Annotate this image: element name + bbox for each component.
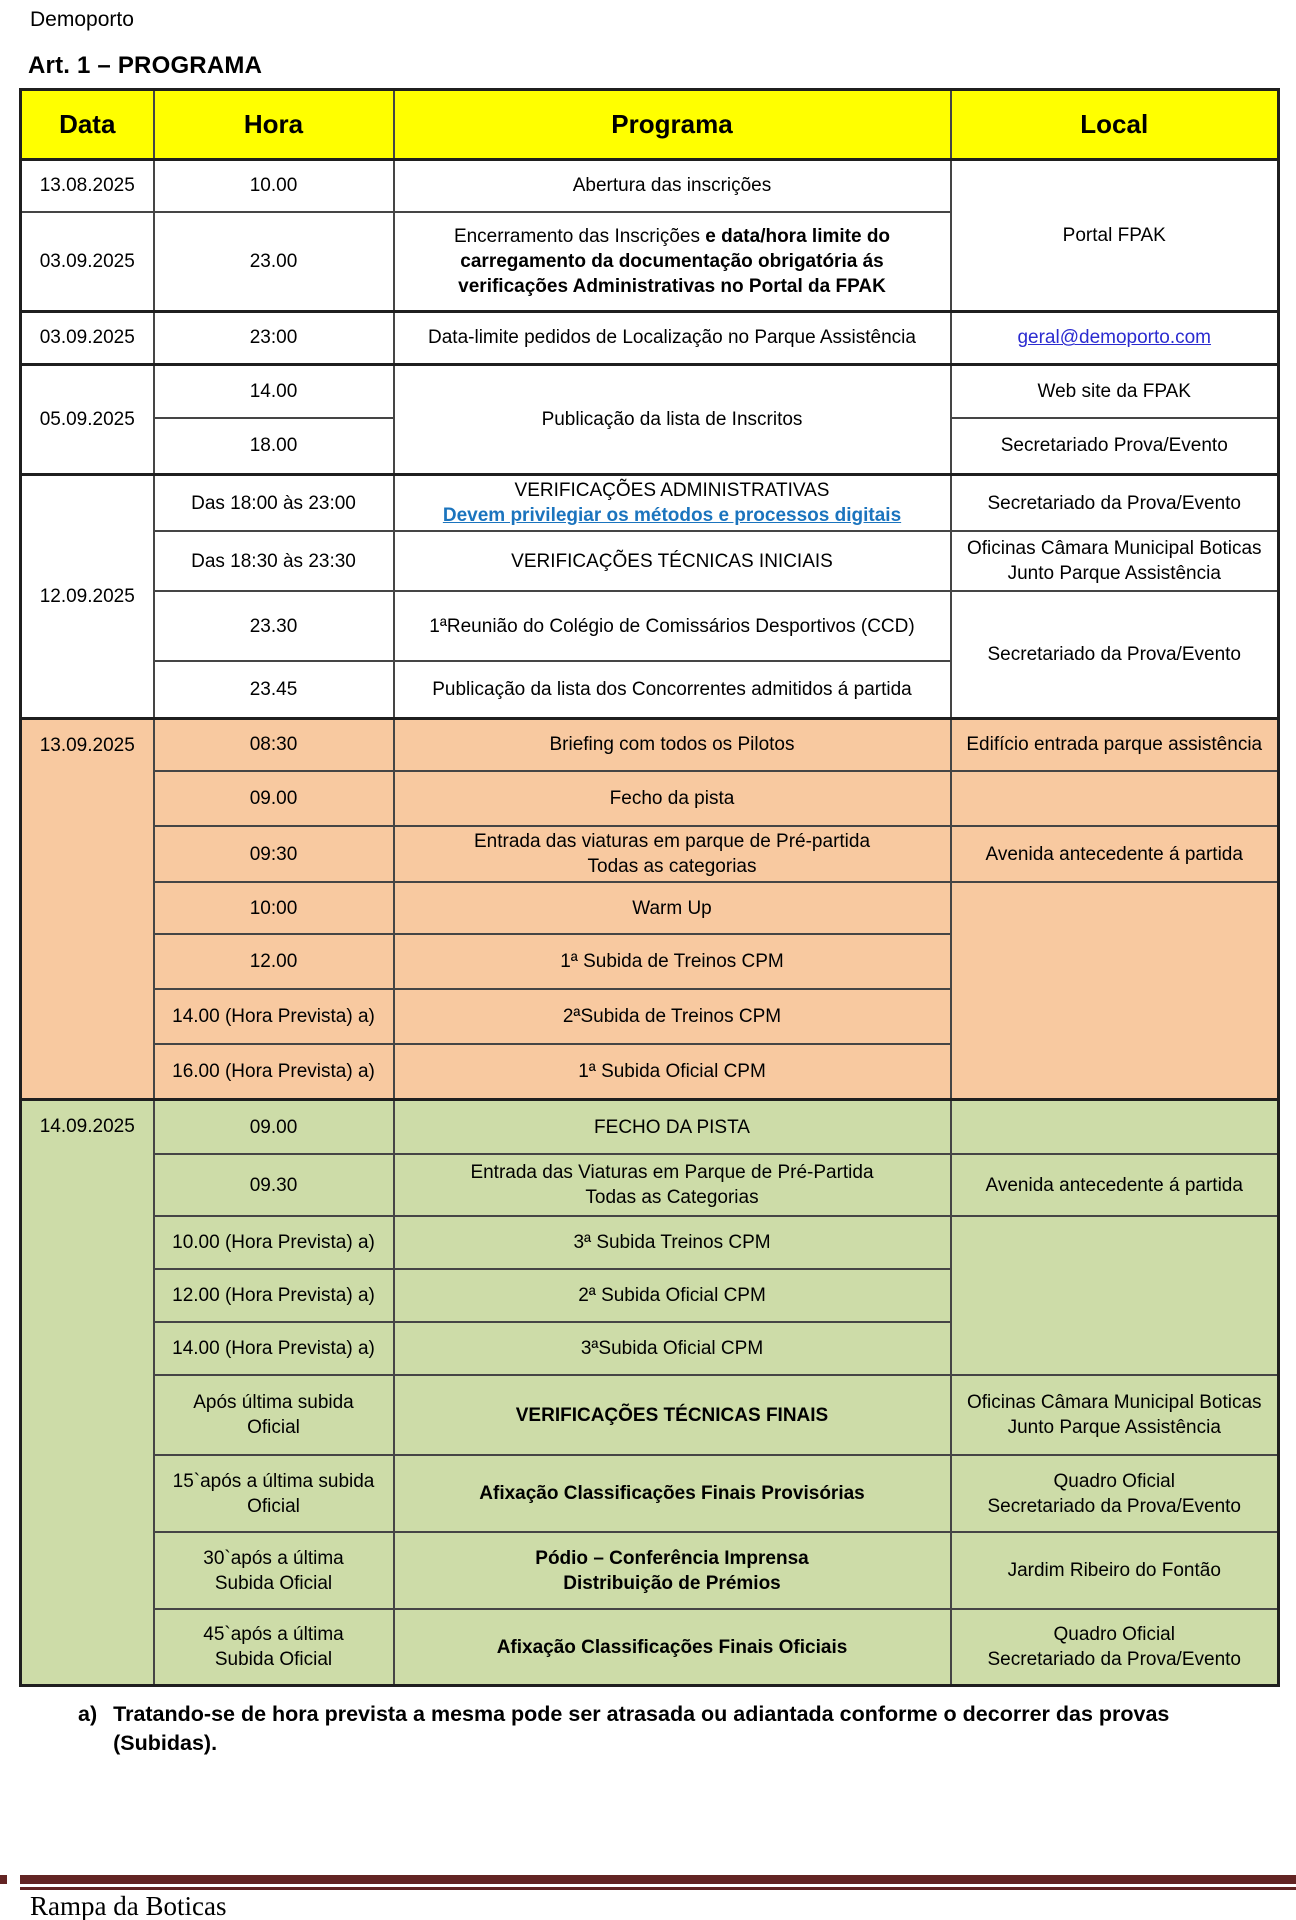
cell-hora: Das 18:30 às 23:30 — [154, 531, 394, 591]
programa-line1: Entrada das viaturas em parque de Pré-partida — [473, 831, 871, 853]
table-row — [21, 771, 1279, 826]
local-line1: Oficinas Câmara Municipal Boticas — [966, 538, 1262, 560]
local-line1: Quadro Oficial — [1053, 1623, 1175, 1645]
cell-programa: 2ª Subida Oficial CPM — [394, 1269, 951, 1322]
local-line2: Junto Parque Assistência — [1007, 563, 1221, 585]
cell-local — [951, 1455, 1279, 1532]
cell-hora: 23.30 — [154, 591, 394, 661]
footnote — [78, 1700, 1243, 1758]
cell-programa: Abertura das inscrições — [394, 160, 951, 212]
cell-local-empty — [951, 1099, 1279, 1154]
cell-data: 12.09.2025 — [21, 475, 154, 719]
footer-rule — [20, 1875, 1296, 1884]
table-row — [21, 718, 1279, 771]
cell-programa: Warm Up — [394, 882, 951, 934]
footnote-marker: a) — [78, 1702, 98, 1726]
local-line2: Secretariado da Prova/Evento — [987, 1649, 1241, 1671]
cell-programa: Afixação Classificações Finais Provisórias — [394, 1455, 951, 1532]
cell-hora — [154, 1455, 394, 1532]
hora-line2: Oficial — [247, 1417, 300, 1439]
local-line2: Secretariado da Prova/Evento — [987, 1495, 1241, 1517]
hora-line2: Subida Oficial — [214, 1649, 333, 1671]
cell-local: Portal FPAK — [951, 160, 1279, 312]
table-row — [21, 1216, 1279, 1269]
footnote-text: Tratando-se de hora prevista a mesma pode ser atrasada ou adiantada conforme o decorrer das provas (Subidas). — [113, 1702, 1170, 1756]
cell-programa — [394, 212, 951, 312]
cell-hora: 09.30 — [154, 1154, 394, 1216]
local-line1: Quadro Oficial — [1053, 1470, 1175, 1492]
cell-programa: Fecho da pista — [394, 771, 951, 826]
cell-local-empty — [951, 882, 1279, 1099]
programa-line2: Distribuição de Prémios — [563, 1572, 781, 1594]
cell-hora: 10.00 — [154, 160, 394, 212]
cell-programa — [394, 1532, 951, 1609]
cell-local: Secretariado da Prova/Evento — [951, 475, 1279, 532]
footer-rule-thin — [20, 1887, 1296, 1890]
cell-data: 14.09.2025 — [21, 1099, 154, 1685]
cell-local: Avenida antecedente á partida — [951, 1154, 1279, 1216]
footer-title: Rampa da Boticas — [30, 1891, 227, 1920]
cell-programa — [394, 475, 951, 532]
hora-line1: 15`após a última subida — [172, 1470, 375, 1492]
cell-programa: 2ªSubida de Treinos CPM — [394, 989, 951, 1044]
cell-local — [951, 1609, 1279, 1685]
cell-programa: 1ª Subida Oficial CPM — [394, 1044, 951, 1099]
local-line2: Junto Parque Assistência — [1007, 1417, 1221, 1439]
cell-hora — [154, 1609, 394, 1685]
col-header-programa: Programa — [394, 90, 951, 160]
programa-line1: VERIFICAÇÕES ADMINISTRATIVAS — [514, 480, 830, 501]
table-row — [21, 1154, 1279, 1216]
cell-hora: 12.00 (Hora Prevista) a) — [154, 1269, 394, 1322]
table-row — [21, 1532, 1279, 1609]
cell-hora: 16.00 (Hora Prevista) a) — [154, 1044, 394, 1099]
col-header-hora: Hora — [154, 90, 394, 160]
cell-hora: 08:30 — [154, 718, 394, 771]
hora-line1: Após última subida — [193, 1392, 354, 1414]
cell-hora: 14.00 (Hora Prevista) a) — [154, 989, 394, 1044]
cell-programa: 3ª Subida Treinos CPM — [394, 1216, 951, 1269]
cell-hora: 10:00 — [154, 882, 394, 934]
col-header-local: Local — [951, 90, 1279, 160]
cell-programa: Afixação Classificações Finais Oficiais — [394, 1609, 951, 1685]
table-row — [21, 1455, 1279, 1532]
table-row — [21, 531, 1279, 591]
programa-text: Encerramento das Inscrições — [453, 225, 706, 247]
cell-hora: 23.00 — [154, 212, 394, 312]
cell-programa: Briefing com todos os Pilotos — [394, 718, 951, 771]
section-title: Art. 1 – PROGRAMA — [28, 52, 263, 79]
table-row — [21, 160, 1279, 212]
col-header-data: Data — [21, 90, 154, 160]
cell-programa: VERIFICAÇÕES TÉCNICAS FINAIS — [394, 1375, 951, 1455]
table-row — [21, 365, 1279, 418]
cell-data: 03.09.2025 — [21, 212, 154, 312]
cell-hora: 18.00 — [154, 418, 394, 475]
cell-local: Edifício entrada parque assistência — [951, 718, 1279, 771]
cell-data: 13.09.2025 — [21, 718, 154, 1099]
cell-local-empty — [951, 1216, 1279, 1375]
cell-programa: Publicação da lista dos Concorrentes admitidos á partida — [394, 661, 951, 718]
cell-programa: 1ªReunião do Colégio de Comissários Desportivos (CCD) — [394, 591, 951, 661]
cell-local: Jardim Ribeiro do Fontão — [951, 1532, 1279, 1609]
cell-local: Secretariado Prova/Evento — [951, 418, 1279, 475]
table-row — [21, 475, 1279, 532]
cell-local: Secretariado da Prova/Evento — [951, 591, 1279, 718]
cell-hora: 10.00 (Hora Prevista) a) — [154, 1216, 394, 1269]
programa-line2: Todas as categorias — [587, 856, 757, 878]
programa-line1: Entrada das Viaturas em Parque de Pré-Partida — [470, 1162, 874, 1184]
cell-hora: Das 18:00 às 23:00 — [154, 475, 394, 532]
table-row — [21, 1099, 1279, 1154]
cell-hora: 23.45 — [154, 661, 394, 718]
cell-programa: FECHO DA PISTA — [394, 1099, 951, 1154]
cell-hora: 23:00 — [154, 312, 394, 365]
digital-methods-link[interactable]: Devem privilegiar os métodos e processos digitais — [442, 505, 902, 527]
cell-local: Web site da FPAK — [951, 365, 1279, 418]
programa-line1: Pódio – Conferência Imprensa — [535, 1547, 809, 1569]
doc-header-label: Demoporto — [30, 8, 134, 31]
cell-hora: 09.00 — [154, 1099, 394, 1154]
cell-hora: 14.00 (Hora Prevista) a) — [154, 1322, 394, 1375]
cell-programa: Data-limite pedidos de Localização no Parque Assistência — [394, 312, 951, 365]
cell-programa: 3ªSubida Oficial CPM — [394, 1322, 951, 1375]
cell-hora: 09:30 — [154, 826, 394, 882]
cell-programa: Publicação da lista de Inscritos — [394, 365, 951, 475]
cell-hora: 14.00 — [154, 365, 394, 418]
footer-rule-sliver — [0, 1875, 7, 1884]
cell-hora — [154, 1532, 394, 1609]
cell-hora: 09.00 — [154, 771, 394, 826]
programa-text-bold: e data/hora limite do carregamento da documentação obrigatória ás verificações Administrativas no Portal da FPAK — [458, 225, 891, 297]
cell-local-empty — [951, 771, 1279, 826]
cell-programa: 1ª Subida de Treinos CPM — [394, 934, 951, 989]
hora-line1: 30`após a última — [203, 1547, 344, 1569]
hora-line1: 45`após a última — [203, 1623, 344, 1645]
programa-line2: Todas as Categorias — [585, 1187, 759, 1209]
table-row — [21, 1609, 1279, 1685]
table-row — [21, 882, 1279, 934]
table-header-row — [21, 90, 1279, 160]
cell-local — [951, 1375, 1279, 1455]
local-line1: Oficinas Câmara Municipal Boticas — [966, 1392, 1262, 1414]
cell-data: 05.09.2025 — [21, 365, 154, 475]
cell-programa — [394, 1154, 951, 1216]
hora-line2: Subida Oficial — [214, 1572, 333, 1594]
cell-programa: VERIFICAÇÕES TÉCNICAS INICIAIS — [394, 531, 951, 591]
email-link[interactable]: geral@demoporto.com — [1017, 327, 1212, 349]
cell-hora: 12.00 — [154, 934, 394, 989]
cell-local: Avenida antecedente á partida — [951, 826, 1279, 882]
program-table — [19, 88, 1280, 1687]
cell-hora — [154, 1375, 394, 1455]
table-row — [21, 312, 1279, 365]
cell-local — [951, 531, 1279, 591]
cell-data: 03.09.2025 — [21, 312, 154, 365]
cell-programa — [394, 826, 951, 882]
hora-line2: Oficial — [247, 1495, 300, 1517]
cell-data: 13.08.2025 — [21, 160, 154, 212]
table-row — [21, 591, 1279, 661]
table-row — [21, 826, 1279, 882]
table-row — [21, 1375, 1279, 1455]
cell-local — [951, 312, 1279, 365]
